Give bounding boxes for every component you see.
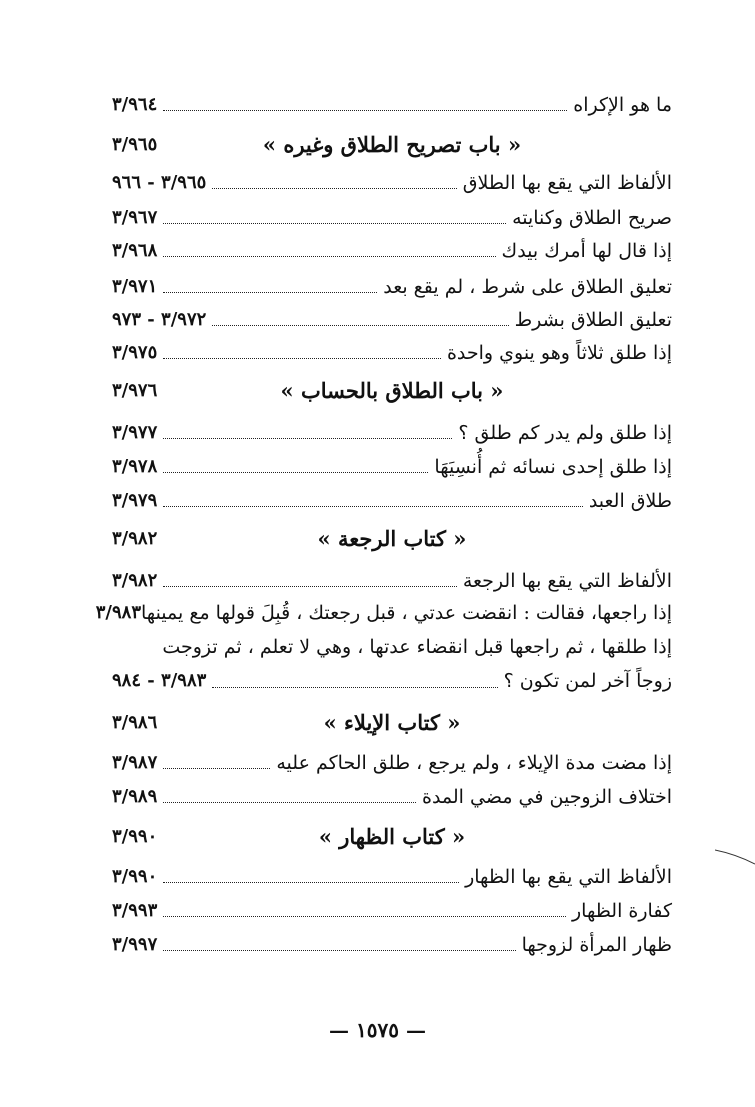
entry-title: كفارة الظهار bbox=[572, 900, 672, 922]
entry-title: طلاق العبد bbox=[588, 490, 672, 512]
index-entry bbox=[112, 270, 672, 300]
entry-page-ref: ٣/٩٩٧ bbox=[112, 934, 158, 955]
entry-title: الألفاظ التي يقع بها الرجعة bbox=[462, 570, 672, 592]
entry-line bbox=[112, 628, 672, 662]
entry-title: تعليق الطلاق على شرط ، لم يقع بعد bbox=[383, 276, 672, 298]
entry-title: ما هو الإكراه bbox=[573, 94, 672, 116]
entry-line bbox=[95, 594, 672, 628]
index-entry bbox=[112, 484, 672, 514]
dot-leader bbox=[163, 292, 377, 293]
entry-page-ref: ٣/٩٦٨ bbox=[112, 240, 158, 261]
dot-leader bbox=[163, 472, 428, 473]
dot-leader bbox=[163, 882, 459, 883]
entry-title: الألفاظ التي يقع بها الظهار bbox=[465, 866, 672, 888]
entry-page-ref: ٣/٩٦٤ bbox=[112, 94, 158, 115]
heading-page-ref: ٣/٩٩٠ bbox=[112, 825, 158, 847]
dot-leader bbox=[163, 438, 452, 439]
dot-leader bbox=[212, 687, 497, 688]
entry-page-ref: ٣/٩٨٧ bbox=[112, 752, 158, 773]
entry-page-ref: ٣/٩٩٣ bbox=[112, 900, 158, 921]
index-entry bbox=[112, 928, 672, 958]
entry-title: الألفاظ التي يقع بها الطلاق bbox=[462, 172, 672, 194]
heading-title: « باب الطلاق بالحساب » bbox=[280, 377, 504, 403]
entry-page-ref: ٣/٩٧٥ bbox=[112, 342, 158, 363]
scan-mark bbox=[715, 848, 755, 868]
index-entry bbox=[112, 780, 672, 810]
dot-leader bbox=[212, 325, 508, 326]
index-entry bbox=[112, 201, 672, 231]
index-entry bbox=[112, 88, 672, 118]
dot-leader bbox=[212, 188, 456, 189]
heading-page-ref: ٣/٩٨٢ bbox=[112, 527, 158, 549]
index-entry bbox=[112, 166, 672, 196]
entry-page-ref: ٣/٩٧٢ - ٩٧٣ bbox=[112, 309, 207, 330]
dot-leader bbox=[163, 358, 441, 359]
entry-page-ref: ٣/٩٧٩ bbox=[112, 490, 158, 511]
dot-leader bbox=[163, 586, 457, 587]
entry-title: إذا طلق إحدى نسائه ثم أُنسِيَهَا bbox=[434, 456, 672, 478]
index-entry-multiline bbox=[95, 594, 672, 696]
entry-page-ref: ٣/٩٦٥ - ٩٦٦ bbox=[112, 172, 207, 193]
dot-leader bbox=[163, 916, 566, 917]
index-entry bbox=[112, 450, 672, 480]
index-entry bbox=[112, 234, 672, 264]
index-entry bbox=[112, 564, 672, 594]
page-number: — ١٥٧٥ — bbox=[329, 1018, 426, 1042]
entry-text: زوجاً آخر لمن تكون ؟ bbox=[503, 670, 672, 692]
entry-title: إذا قال لها أمرك بيدك bbox=[501, 240, 672, 262]
index-entry bbox=[112, 303, 672, 333]
entry-page-ref: ٣/٩٨٣ bbox=[95, 602, 142, 623]
entry-text: إذا راجعها، فقالت : انقضت عدتي ، قبل رجعتك ، قُبِلَ قولها مع يمينها bbox=[141, 602, 672, 624]
entry-title: ظهار المرأة لزوجها bbox=[521, 934, 672, 956]
section-heading bbox=[112, 128, 672, 160]
entry-title: إذا طلق ثلاثاً وهو ينوي واحدة bbox=[446, 342, 672, 364]
heading-page-ref: ٣/٩٦٥ bbox=[112, 133, 158, 155]
dot-leader bbox=[163, 110, 567, 111]
section-heading bbox=[112, 522, 672, 554]
entry-page-ref: ٣/٩٨٩ bbox=[112, 786, 158, 807]
entry-page-ref: ٣/٩٧٧ bbox=[112, 422, 158, 443]
entry-title: إذا مضت مدة الإيلاء ، ولم يرجع ، طلق الحاكم عليه bbox=[276, 752, 672, 774]
entry-text: إذا طلقها ، ثم راجعها قبل انقضاء عدتها ، وهي لا تعلم ، ثم تزوجت bbox=[162, 636, 672, 658]
entry-page-ref: ٣/٩٧١ bbox=[112, 276, 158, 297]
dot-leader bbox=[163, 950, 515, 951]
index-entry bbox=[112, 746, 672, 776]
entry-title: صريح الطلاق وكنايته bbox=[512, 207, 672, 229]
dot-leader bbox=[163, 223, 506, 224]
entry-line bbox=[112, 662, 672, 696]
entry-page-ref: ٣/٩٦٧ bbox=[112, 207, 158, 228]
entry-page-ref: ٣/٩٨٢ bbox=[112, 570, 158, 591]
entry-title: إذا طلق ولم يدر كم طلق ؟ bbox=[458, 422, 672, 444]
heading-title: « كتاب الإيلاء » bbox=[323, 709, 461, 735]
dot-leader bbox=[163, 768, 270, 769]
index-entry bbox=[112, 416, 672, 446]
entry-title: تعليق الطلاق بشرط bbox=[514, 309, 672, 331]
entry-page-ref: ٣/٩٧٨ bbox=[112, 456, 158, 477]
section-heading bbox=[112, 706, 672, 738]
heading-page-ref: ٣/٩٧٦ bbox=[112, 379, 158, 401]
entry-page-ref: ٣/٩٨٣ - ٩٨٤ bbox=[112, 670, 207, 691]
heading-title: « باب تصريح الطلاق وغيره » bbox=[262, 131, 522, 157]
heading-title: « كتاب الظهار » bbox=[318, 823, 466, 849]
index-entry bbox=[112, 860, 672, 890]
entry-title: اختلاف الزوجين في مضي المدة bbox=[421, 786, 672, 808]
section-heading bbox=[112, 820, 672, 852]
entry-page-ref: ٣/٩٩٠ bbox=[112, 866, 158, 887]
dot-leader bbox=[163, 256, 495, 257]
index-entry bbox=[112, 336, 672, 366]
index-entry bbox=[112, 894, 672, 924]
dot-leader bbox=[163, 506, 583, 507]
dot-leader bbox=[163, 802, 416, 803]
section-heading bbox=[112, 374, 672, 406]
heading-title: « كتاب الرجعة » bbox=[317, 525, 467, 551]
heading-page-ref: ٣/٩٨٦ bbox=[112, 711, 158, 733]
